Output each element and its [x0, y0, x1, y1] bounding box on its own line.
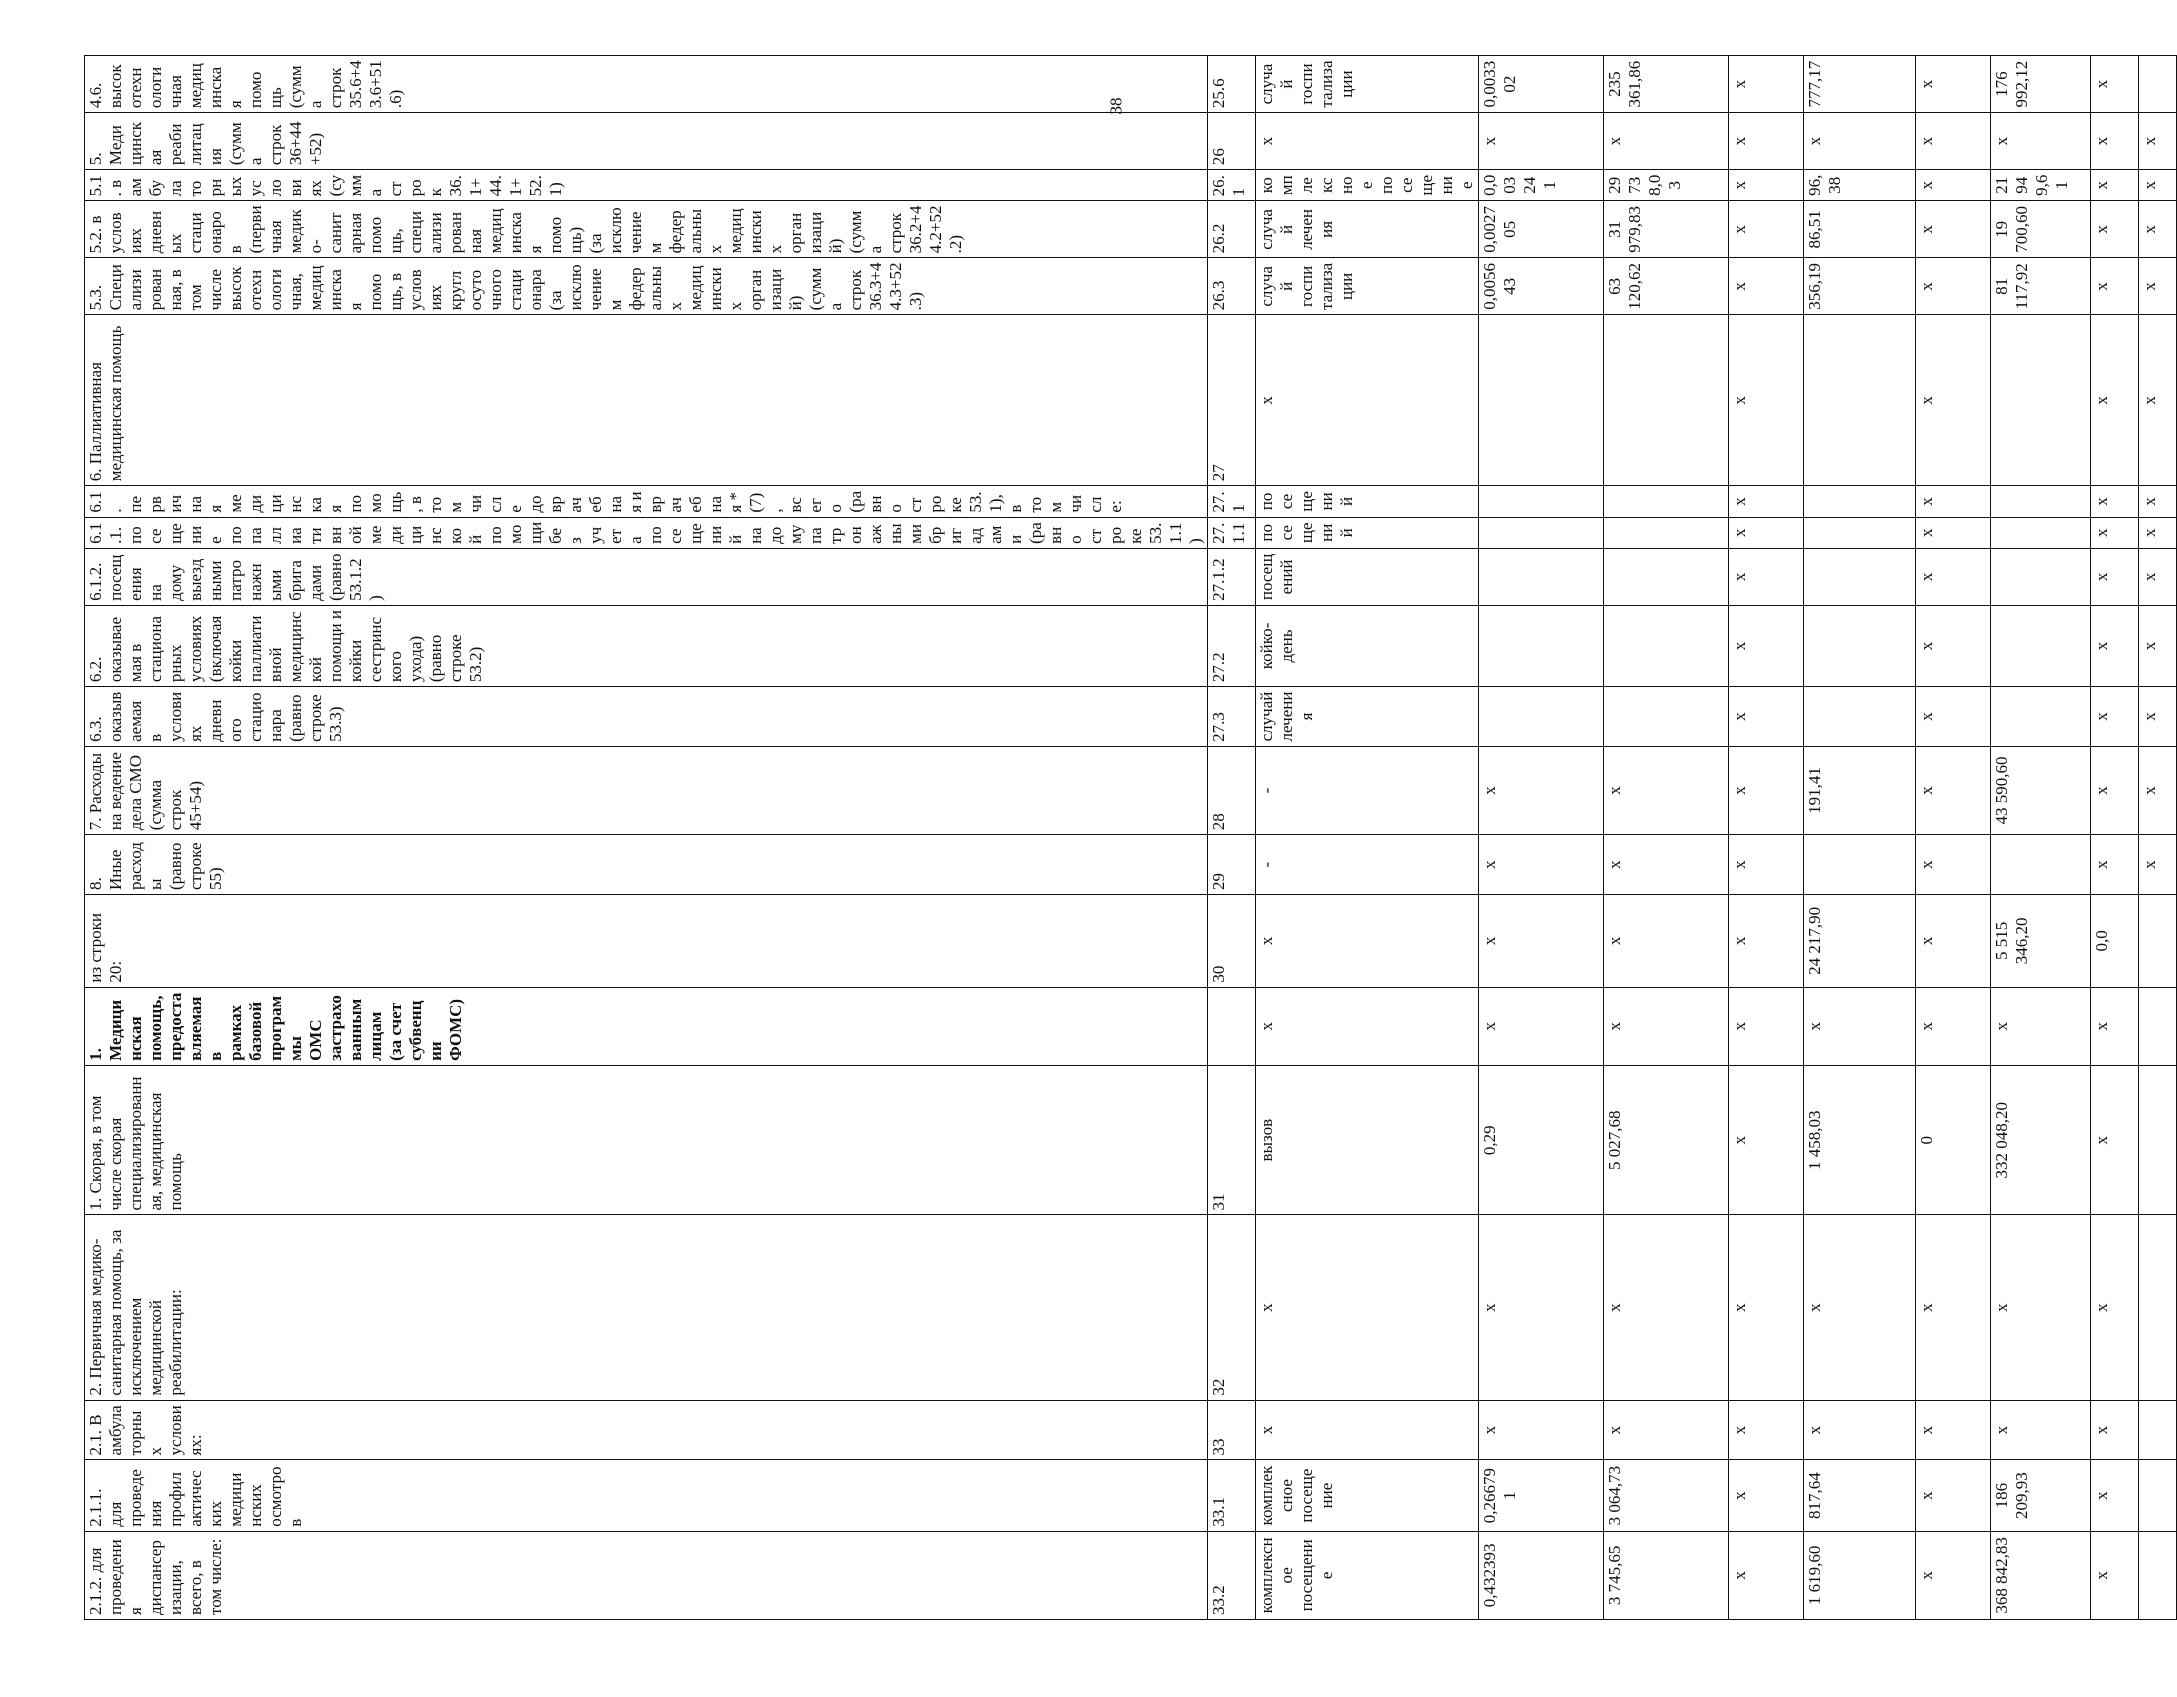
cell-c9: [1991, 548, 2091, 605]
cell-c10: х: [2091, 486, 2139, 517]
cell-name: 1. Медицинская помощь, предоставляемая в рамках базовой программы ОМС застрахованным лицам (за счет субвенции ФОМС): [85, 987, 1208, 1065]
cell-c7: 1 619,60: [1804, 1531, 1916, 1619]
cell-c9: 43 590,60: [1991, 746, 2091, 834]
cell-c7: [1804, 605, 1916, 686]
cell-c6: х: [1729, 486, 1804, 517]
cell-c7: 86,51: [1804, 201, 1916, 258]
cell-c6: х: [1729, 1065, 1804, 1215]
cell-c6: х: [1729, 113, 1804, 170]
cell-c7: [1804, 687, 1916, 747]
cell-c6: х: [1729, 1531, 1804, 1619]
cell-c6: х: [1729, 895, 1804, 988]
cell-unit: х: [1256, 1215, 1479, 1400]
field-row-name: [85, 56, 1208, 1620]
cell-cost: х: [1604, 895, 1729, 988]
cell-c8: х: [1916, 170, 1991, 201]
cell-c11: х: [2139, 486, 2177, 517]
cell-c11: х: [2139, 258, 2177, 315]
cell-line: 27.1.2: [1208, 548, 1256, 605]
cell-cost: [1604, 517, 1729, 548]
cell-c9: [1991, 486, 2091, 517]
cell-line: 27.2: [1208, 605, 1256, 686]
cell-c9: [1991, 605, 2091, 686]
cell-c6: х: [1729, 170, 1804, 201]
cell-c7: 96,38: [1804, 170, 1916, 201]
field-row-c10: [2091, 56, 2139, 1620]
cell-c7: х: [1804, 987, 1916, 1065]
cell-norm: [1479, 687, 1604, 747]
cell-c6: х: [1729, 835, 1804, 895]
cell-line: 33.2: [1208, 1531, 1256, 1619]
cell-c10: х: [2091, 1215, 2139, 1400]
cell-name: 2.1. В амбулаторных условиях:: [85, 1400, 1208, 1460]
cell-unit: -: [1256, 746, 1479, 834]
cell-c10: х: [2091, 201, 2139, 258]
cell-cost: х: [1604, 835, 1729, 895]
cell-c8: х: [1916, 835, 1991, 895]
cell-line: 26.3: [1208, 258, 1256, 315]
cell-norm: 0,003241: [1479, 170, 1604, 201]
field-row-c7: [1804, 56, 1916, 1620]
cell-c9: 19 700,60: [1991, 201, 2091, 258]
cell-c11: х: [2139, 517, 2177, 548]
field-row-unit: [1256, 56, 1479, 1620]
cell-c9: х: [1991, 113, 2091, 170]
cell-c9: 368 842,83: [1991, 1531, 2091, 1619]
cell-norm: х: [1479, 113, 1604, 170]
cell-line: 32: [1208, 1215, 1256, 1400]
field-row-c11: [2139, 56, 2177, 1620]
cell-c6: х: [1729, 315, 1804, 486]
field-row-c6: [1729, 56, 1804, 1620]
cell-c9: 5 515 346,20: [1991, 895, 2091, 988]
cell-name: 5.1. в амбулаторных условиях (сумма строк 36.1+44.1+52.1): [85, 170, 1208, 201]
cell-c10: х: [2091, 987, 2139, 1065]
cell-unit: случай лечения: [1256, 201, 1479, 258]
cell-norm: х: [1479, 835, 1604, 895]
cell-c6: х: [1729, 1215, 1804, 1400]
cell-c9: 21 949,61: [1991, 170, 2091, 201]
cell-c7: х: [1804, 1400, 1916, 1460]
cell-c10: х: [2091, 315, 2139, 486]
cell-cost: [1604, 548, 1729, 605]
healthcare-cost-table: [84, 55, 2177, 1620]
cell-name: 2.1.1. для проведения профилактических медицинских осмотров: [85, 1460, 1208, 1531]
cell-c9: 81 117,92: [1991, 258, 2091, 315]
cell-unit: посещений: [1256, 517, 1479, 548]
cell-cost: [1604, 605, 1729, 686]
cell-name: 6.1.1. посещение по паллиативной медицинской помощи без учета посещений на дому патронажными бригадами (равно строке 53.1.1): [85, 517, 1208, 548]
cell-name: 7. Расходы на ведение дела СМО (сумма строк 45+54): [85, 746, 1208, 834]
cell-c7: 1 458,03: [1804, 1065, 1916, 1215]
cell-c9: 176 992,12: [1991, 56, 2091, 113]
cell-name: 2. Первичная медико-санитарная помощь, за исключением медицинской реабилитации:: [85, 1215, 1208, 1400]
cell-c10: х: [2091, 56, 2139, 113]
cell-name: 6.1. первичная медицинская помощь, в том числе доврачебная и врачебная *(7), всего (равно строке 53.1), в том числе:: [85, 486, 1208, 517]
cell-norm: х: [1479, 1400, 1604, 1460]
cell-c6: х: [1729, 687, 1804, 747]
table-body: [85, 56, 2177, 1620]
cell-c9: 186 209,93: [1991, 1460, 2091, 1531]
cell-c8: х: [1916, 201, 1991, 258]
cell-name: 2.1.2. для проведения диспансеризации, всего, в том числе:: [85, 1531, 1208, 1619]
page-number: 38: [1106, 97, 1126, 115]
cell-c6: х: [1729, 56, 1804, 113]
cell-c11: [2139, 1065, 2177, 1215]
cell-line: 27.1.1: [1208, 517, 1256, 548]
cell-c11: х: [2139, 548, 2177, 605]
cell-name: 4.6. высокотехнологичная медицинская помощь (сумма строк 35.6+43.6+51.6): [85, 56, 1208, 113]
cell-c8: х: [1916, 258, 1991, 315]
cell-c11: х: [2139, 746, 2177, 834]
cell-c6: х: [1729, 258, 1804, 315]
cell-name: 5. Медицинская реабилитация (сумма строк 36+44+52): [85, 113, 1208, 170]
cell-name: 8. Иные расходы (равно строке 55): [85, 835, 1208, 895]
cell-c9: [1991, 517, 2091, 548]
cell-c11: х: [2139, 201, 2177, 258]
cell-line: 26: [1208, 113, 1256, 170]
cell-norm: х: [1479, 895, 1604, 988]
cell-line: 27: [1208, 315, 1256, 486]
rotated-table-container: [84, 55, 2159, 1620]
cell-unit: койко-день: [1256, 605, 1479, 686]
cell-unit: х: [1256, 987, 1479, 1065]
cell-unit: комплексное посещение: [1256, 170, 1479, 201]
cell-unit: комплексное посещение: [1256, 1460, 1479, 1531]
cell-unit: случай госпитализации: [1256, 258, 1479, 315]
cell-c11: х: [2139, 315, 2177, 486]
cell-c10: х: [2091, 687, 2139, 747]
cell-c8: х: [1916, 1215, 1991, 1400]
cell-c11: [2139, 56, 2177, 113]
cell-norm: х: [1479, 987, 1604, 1065]
field-row-cost: [1604, 56, 1729, 1620]
cell-c8: х: [1916, 56, 1991, 113]
cell-c8: х: [1916, 1400, 1991, 1460]
cell-c10: х: [2091, 170, 2139, 201]
cell-cost: 29 738,03: [1604, 170, 1729, 201]
cell-cost: [1604, 687, 1729, 747]
cell-c6: х: [1729, 746, 1804, 834]
cell-c10: х: [2091, 1531, 2139, 1619]
cell-norm: [1479, 315, 1604, 486]
cell-c11: [2139, 1531, 2177, 1619]
cell-cost: х: [1604, 113, 1729, 170]
cell-line: 27.3: [1208, 687, 1256, 747]
cell-name: 6.2. оказываемая в стационарных условиях (включая койки паллиативной медицинской помощи и койки сестринского ухода) (равно строке 53.2): [85, 605, 1208, 686]
cell-name: 6.1.2. посещения на дому выездными патронажными бригадами (равно 53.1.2): [85, 548, 1208, 605]
field-row-c9: [1991, 56, 2091, 1620]
cell-c8: х: [1916, 1460, 1991, 1531]
cell-cost: х: [1604, 1215, 1729, 1400]
cell-line: 33: [1208, 1400, 1256, 1460]
cell-norm: [1479, 486, 1604, 517]
cell-c8: х: [1916, 605, 1991, 686]
cell-unit: х: [1256, 315, 1479, 486]
field-row-c8: [1916, 56, 1991, 1620]
cell-c11: [2139, 987, 2177, 1065]
cell-line: 27.1: [1208, 486, 1256, 517]
cell-c9: [1991, 835, 2091, 895]
cell-c9: х: [1991, 1400, 2091, 1460]
cell-c10: х: [2091, 548, 2139, 605]
cell-norm: 0,29: [1479, 1065, 1604, 1215]
cell-cost: 3 064,73: [1604, 1460, 1729, 1531]
cell-c6: х: [1729, 1460, 1804, 1531]
cell-c10: х: [2091, 1460, 2139, 1531]
cell-norm: 0,266791: [1479, 1460, 1604, 1531]
cell-unit: случай лечения: [1256, 687, 1479, 747]
cell-c10: х: [2091, 113, 2139, 170]
cell-unit: случай госпитализации: [1256, 56, 1479, 113]
cell-cost: 63 120,62: [1604, 258, 1729, 315]
cell-unit: посещений: [1256, 548, 1479, 605]
cell-unit: х: [1256, 1400, 1479, 1460]
cell-c11: х: [2139, 113, 2177, 170]
cell-c7: 356,19: [1804, 258, 1916, 315]
cell-norm: 0,002705: [1479, 201, 1604, 258]
cell-c7: [1804, 486, 1916, 517]
cell-c7: [1804, 315, 1916, 486]
cell-c10: х: [2091, 517, 2139, 548]
cell-norm: [1479, 605, 1604, 686]
cell-cost: [1604, 486, 1729, 517]
cell-c10: 0,0: [2091, 895, 2139, 988]
cell-c7: 24 217,90: [1804, 895, 1916, 988]
cell-norm: 0,005643: [1479, 258, 1604, 315]
cell-line: 26.2: [1208, 201, 1256, 258]
cell-c6: х: [1729, 1400, 1804, 1460]
cell-c8: х: [1916, 517, 1991, 548]
cell-cost: 31 979,83: [1604, 201, 1729, 258]
cell-norm: 0,432393: [1479, 1531, 1604, 1619]
cell-c11: х: [2139, 835, 2177, 895]
cell-c11: х: [2139, 687, 2177, 747]
cell-name: 6. Паллиативная медицинская помощь: [85, 315, 1208, 486]
cell-c9: 332 048,20: [1991, 1065, 2091, 1215]
cell-cost: х: [1604, 1400, 1729, 1460]
cell-c7: х: [1804, 113, 1916, 170]
cell-line: 28: [1208, 746, 1256, 834]
cell-c10: х: [2091, 746, 2139, 834]
cell-norm: х: [1479, 1215, 1604, 1400]
cell-c10: х: [2091, 1065, 2139, 1215]
cell-c9: х: [1991, 1215, 2091, 1400]
cell-line: 30: [1208, 895, 1256, 988]
cell-unit: х: [1256, 113, 1479, 170]
cell-cost: 3 745,65: [1604, 1531, 1729, 1619]
cell-norm: 0,003302: [1479, 56, 1604, 113]
cell-c7: [1804, 548, 1916, 605]
cell-c7: 191,41: [1804, 746, 1916, 834]
cell-name: 5.2. в условиях дневных стационаров (первичная медико-санитарная помощь, специализированная медицинская помощь) (за исключением федеральных медицинских организаций) (сумма строк 36.2+44.2+52.2): [85, 201, 1208, 258]
cell-c7: 777,17: [1804, 56, 1916, 113]
cell-c11: [2139, 1460, 2177, 1531]
cell-c7: 817,64: [1804, 1460, 1916, 1531]
cell-c8: х: [1916, 548, 1991, 605]
cell-line: 29: [1208, 835, 1256, 895]
cell-name: 1. Скорая, в том числе скорая специализированная, медицинская помощь: [85, 1065, 1208, 1215]
cell-c8: х: [1916, 1531, 1991, 1619]
cell-line: 33.1: [1208, 1460, 1256, 1531]
cell-c10: х: [2091, 605, 2139, 686]
cell-c8: х: [1916, 746, 1991, 834]
field-row-line: [1208, 56, 1256, 1620]
cell-c11: х: [2139, 170, 2177, 201]
cell-line: 26.1: [1208, 170, 1256, 201]
cell-name: 5.3. Специализированная, в том числе высокотехнологичная, медицинская помощь, в условиях круглосуточного стационара (за исключением федеральных медицинских организаций) (сумма строк 36.3+44.3+52.3): [85, 258, 1208, 315]
cell-cost: 235 361,86: [1604, 56, 1729, 113]
cell-c7: х: [1804, 1215, 1916, 1400]
cell-c8: х: [1916, 315, 1991, 486]
cell-norm: [1479, 517, 1604, 548]
cell-unit: х: [1256, 895, 1479, 988]
cell-norm: х: [1479, 746, 1604, 834]
cell-c8: х: [1916, 687, 1991, 747]
cell-c6: х: [1729, 987, 1804, 1065]
cell-cost: х: [1604, 987, 1729, 1065]
field-row-norm: [1479, 56, 1604, 1620]
cell-c10: х: [2091, 258, 2139, 315]
cell-c10: х: [2091, 835, 2139, 895]
cell-c9: [1991, 315, 2091, 486]
cell-c8: х: [1916, 895, 1991, 988]
cell-unit: посещений: [1256, 486, 1479, 517]
cell-c11: х: [2139, 605, 2177, 686]
cell-c10: х: [2091, 1400, 2139, 1460]
cell-c8: 0: [1916, 1065, 1991, 1215]
cell-unit: -: [1256, 835, 1479, 895]
cell-c9: [1991, 687, 2091, 747]
cell-c6: х: [1729, 201, 1804, 258]
cell-c7: [1804, 517, 1916, 548]
cell-c6: х: [1729, 548, 1804, 605]
cell-c11: [2139, 1215, 2177, 1400]
cell-c7: [1804, 835, 1916, 895]
cell-line: [1208, 987, 1256, 1065]
cell-norm: [1479, 548, 1604, 605]
cell-c8: х: [1916, 486, 1991, 517]
cell-cost: 5 027,68: [1604, 1065, 1729, 1215]
cell-unit: вызов: [1256, 1065, 1479, 1215]
cell-c9: х: [1991, 987, 2091, 1065]
cell-line: 31: [1208, 1065, 1256, 1215]
cell-line: 25.6: [1208, 56, 1256, 113]
cell-unit: комплексное посещение: [1256, 1531, 1479, 1619]
cell-name: 6.3. оказываемая в условиях дневного стационара (равно строке 53.3): [85, 687, 1208, 747]
cell-c11: [2139, 895, 2177, 988]
cell-c11: [2139, 1400, 2177, 1460]
cell-cost: х: [1604, 746, 1729, 834]
cell-c8: х: [1916, 987, 1991, 1065]
cell-c6: х: [1729, 517, 1804, 548]
cell-c6: х: [1729, 605, 1804, 686]
cell-cost: [1604, 315, 1729, 486]
cell-name: из строки 20:: [85, 895, 1208, 988]
cell-c8: х: [1916, 113, 1991, 170]
